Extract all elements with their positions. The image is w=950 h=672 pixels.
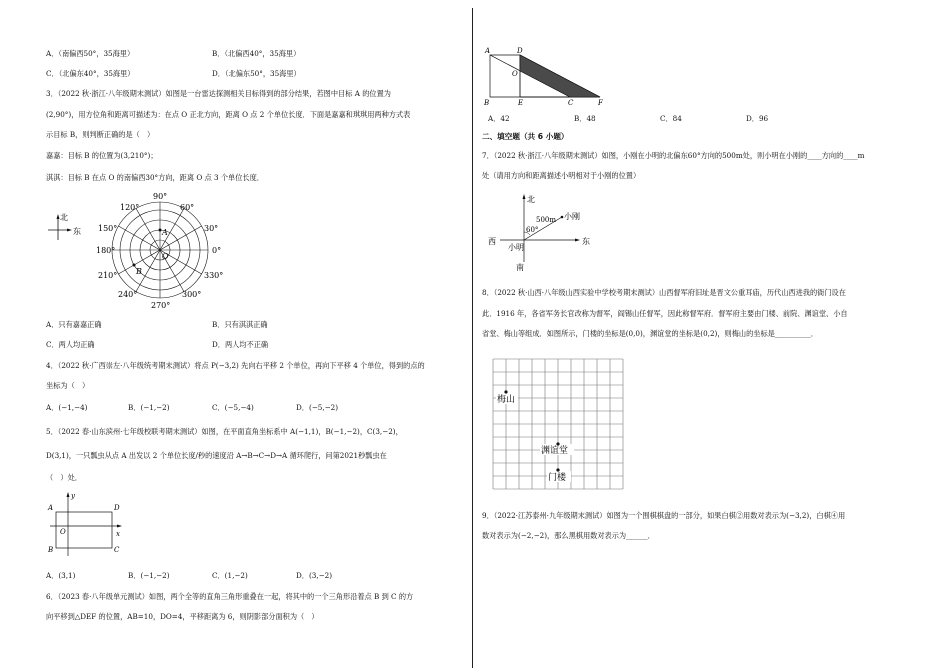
- q2-option-a: A．（南偏西50°，35海里）: [46, 49, 135, 58]
- q6-point-e: E: [518, 99, 524, 107]
- q7-stem-line2: 处（请用方向和距离描述小明相对于小刚的位置）: [482, 171, 641, 180]
- radar-label-330: 330°: [204, 271, 224, 280]
- q5-y-axis-label: y: [71, 492, 75, 500]
- q6-point-d: D: [517, 47, 523, 55]
- q3-option-b: B．只有淇淇正确: [212, 320, 268, 329]
- radar-label-30: 30°: [204, 224, 219, 233]
- q7-xiaogang-label: 小刚: [564, 212, 580, 221]
- q8-grid-figure: [492, 358, 628, 494]
- q7-angle-label: 60°: [526, 226, 539, 234]
- q6-point-o: O: [512, 70, 518, 78]
- radar-label-120: 120°: [120, 203, 140, 212]
- q8-stem-line2: 此．1916 年，各省军务长官改称为督军，阎锡山任督军，因此称督军府．督军府主要由门楼、前院、渊谊堂、小自: [482, 309, 848, 318]
- radar-label-180: 180°: [96, 246, 116, 255]
- q5-stem-line1: 5．（2022 春·山东滨州·七年级校联考期末测试）如图，在平面直角坐标系中 A(−1,1)，B(−1,−2)，C(3,−2)，: [46, 427, 403, 436]
- q5-option-d: D．(3,−2): [296, 571, 333, 580]
- q6-option-c: C．84: [660, 114, 682, 123]
- radar-point-b: B: [136, 267, 142, 276]
- q7-south-label: 南: [516, 263, 524, 272]
- q4-stem-line1: 4．（2022 秋·广西崇左·八年级统考期末测试）将点 P(−3,2) 先向右平移 2 个单位，再向下平移 4 个单位，得到的点的: [46, 361, 425, 370]
- compass-north-label: 北: [60, 213, 68, 222]
- radar-label-240: 240°: [118, 290, 138, 299]
- q3-qiqi-statement: 淇淇：目标 B 在点 O 的南偏西30°方向，距离 O 点 3 个单位长度．: [46, 173, 264, 182]
- q3-compass-figure: [46, 210, 90, 246]
- radar-label-270: 270°: [151, 301, 171, 310]
- q8-stem-line3: 省堂、梅山等组成．如图所示，门楼的坐标是(0,0)，渊谊堂的坐标是(0,2)，则梅山的坐标是__________．: [482, 329, 818, 338]
- q3-option-d: D．两人均不正确: [212, 340, 269, 349]
- q5-x-axis-label: x: [116, 530, 120, 538]
- q7-north-label: 北: [527, 195, 535, 204]
- radar-label-60: 60°: [180, 203, 195, 212]
- q8-meishan-label: 梅山: [497, 395, 516, 405]
- radar-origin: O: [162, 252, 169, 261]
- q7-west-label: 西: [488, 237, 496, 246]
- q3-stem-line1: 3．（2022 秋·浙江·八年级期末测试）如图是一台雷达探测相关目标得到的部分结果，若图中目标 A 的位置为: [46, 89, 391, 98]
- q2-option-d: D．（北偏东50°，35海里）: [212, 69, 301, 78]
- section-title-fill-in: 二、填空题（共 6 小题）: [482, 132, 569, 141]
- q3-stem-line3: 示目标 B，则判断正确的是（ ）: [46, 130, 155, 139]
- q6-option-d: D．96: [746, 114, 769, 123]
- q4-option-c: C．(−5,−4): [212, 403, 254, 412]
- q3-jiajia-statement: 嘉嘉：目标 B 的位置为(3,210°)；: [46, 151, 158, 160]
- q8-menlou-label: 门楼: [548, 473, 567, 483]
- q7-xiaoming-label: 小明: [508, 243, 524, 252]
- radar-point-a: A: [162, 228, 168, 237]
- q5-option-a: A．(3,1): [46, 571, 76, 580]
- q6-triangle-figure: [482, 45, 612, 107]
- q9-stem-line2: 数对表示为(−2,−2)，那么黑棋用数对表示为______．: [482, 531, 655, 540]
- q5-point-a: A: [48, 504, 54, 512]
- q3-stem-line2: (2,90°)，用方位角和距离可描述为：在点 O 正北方向，距离 O 点 2 个单位长度．下面是嘉嘉和琪琪用两种方式表: [46, 110, 411, 119]
- q5-point-d: D: [114, 504, 120, 512]
- radar-label-150: 150°: [98, 224, 118, 233]
- q6-option-b: B．48: [574, 114, 596, 123]
- q3-radar-figure: [96, 190, 266, 310]
- q9-stem-line1: 9．（2022·江苏泰州·九年级期末测试）如图为一个围棋棋盘的一部分，如果白棋②用数对表示为(−3,2)，白棋④用: [482, 511, 846, 520]
- column-divider: [472, 8, 473, 668]
- radar-label-210: 210°: [98, 271, 118, 280]
- q8-yuanyitang-label: 渊谊堂: [541, 446, 569, 456]
- q3-option-a: A．只有嘉嘉正确: [46, 320, 102, 329]
- q4-option-b: B．(−1,−2): [128, 403, 170, 412]
- q8-stem-line1: 8．（2022 秋·山西·八年级山西实验中学校考期末测试）山西督军府旧址是晋文公重耳庙，历代山西进我的衙门设在: [482, 288, 846, 297]
- q5-option-c: C．(1,−2): [212, 571, 248, 580]
- compass-east-label: 东: [73, 227, 81, 236]
- q7-distance-label: 500m: [536, 216, 556, 224]
- q6-stem-line1: 6．（2023 春·八年级单元测试）如图，两个全等的直角三角形重叠在一起，将其中的一个三角形沿着点 B 到 C 的方: [46, 592, 414, 601]
- radar-label-300: 300°: [182, 290, 202, 299]
- q5-point-c: C: [114, 546, 120, 554]
- q6-point-f: F: [598, 99, 603, 107]
- q4-option-a: A．(−1,−4): [46, 403, 88, 412]
- radar-label-0: 0°: [212, 246, 222, 255]
- q5-coordinate-figure: [46, 490, 126, 560]
- q3-option-c: C．两人均正确: [46, 340, 95, 349]
- q4-option-d: D．(−5,−2): [296, 403, 339, 412]
- q7-stem-line1: 7．（2022 秋·浙江·八年级期末测试）如图，小刚在小明的北偏东60°方向的500m处，则小明在小刚的____方向的____m: [482, 151, 865, 160]
- q4-stem-line2: 坐标为（ ）: [46, 381, 90, 390]
- q6-stem-line2: 向平移到△DEF 的位置，AB=10，DO=4，平移距离为 6，则阴影部分面积为（ ）: [46, 612, 319, 621]
- q2-option-b: B．（北偏西40°，35海里）: [212, 49, 301, 58]
- radar-label-90: 90°: [153, 192, 168, 201]
- q7-east-label: 东: [582, 237, 590, 246]
- q5-point-b: B: [48, 546, 54, 554]
- q5-option-b: B．(−1,−2): [128, 571, 170, 580]
- q6-point-c: C: [568, 99, 574, 107]
- q5-origin: O: [60, 528, 66, 536]
- q6-point-b: B: [484, 99, 490, 107]
- q6-option-a: A．42: [488, 114, 510, 123]
- q6-point-a: A: [485, 47, 491, 55]
- q2-option-c: C．（北偏东40°，35海里）: [46, 69, 135, 78]
- q5-stem-line3: （ ）处．: [46, 473, 82, 482]
- q7-direction-figure: [486, 190, 596, 272]
- q5-stem-line2: D(3,1)，一只瓢虫从点 A 出发以 2 个单位长度/秒的速度沿 A→B→C→D→A 循环爬行，问第2021秒瓢虫在: [46, 451, 387, 460]
